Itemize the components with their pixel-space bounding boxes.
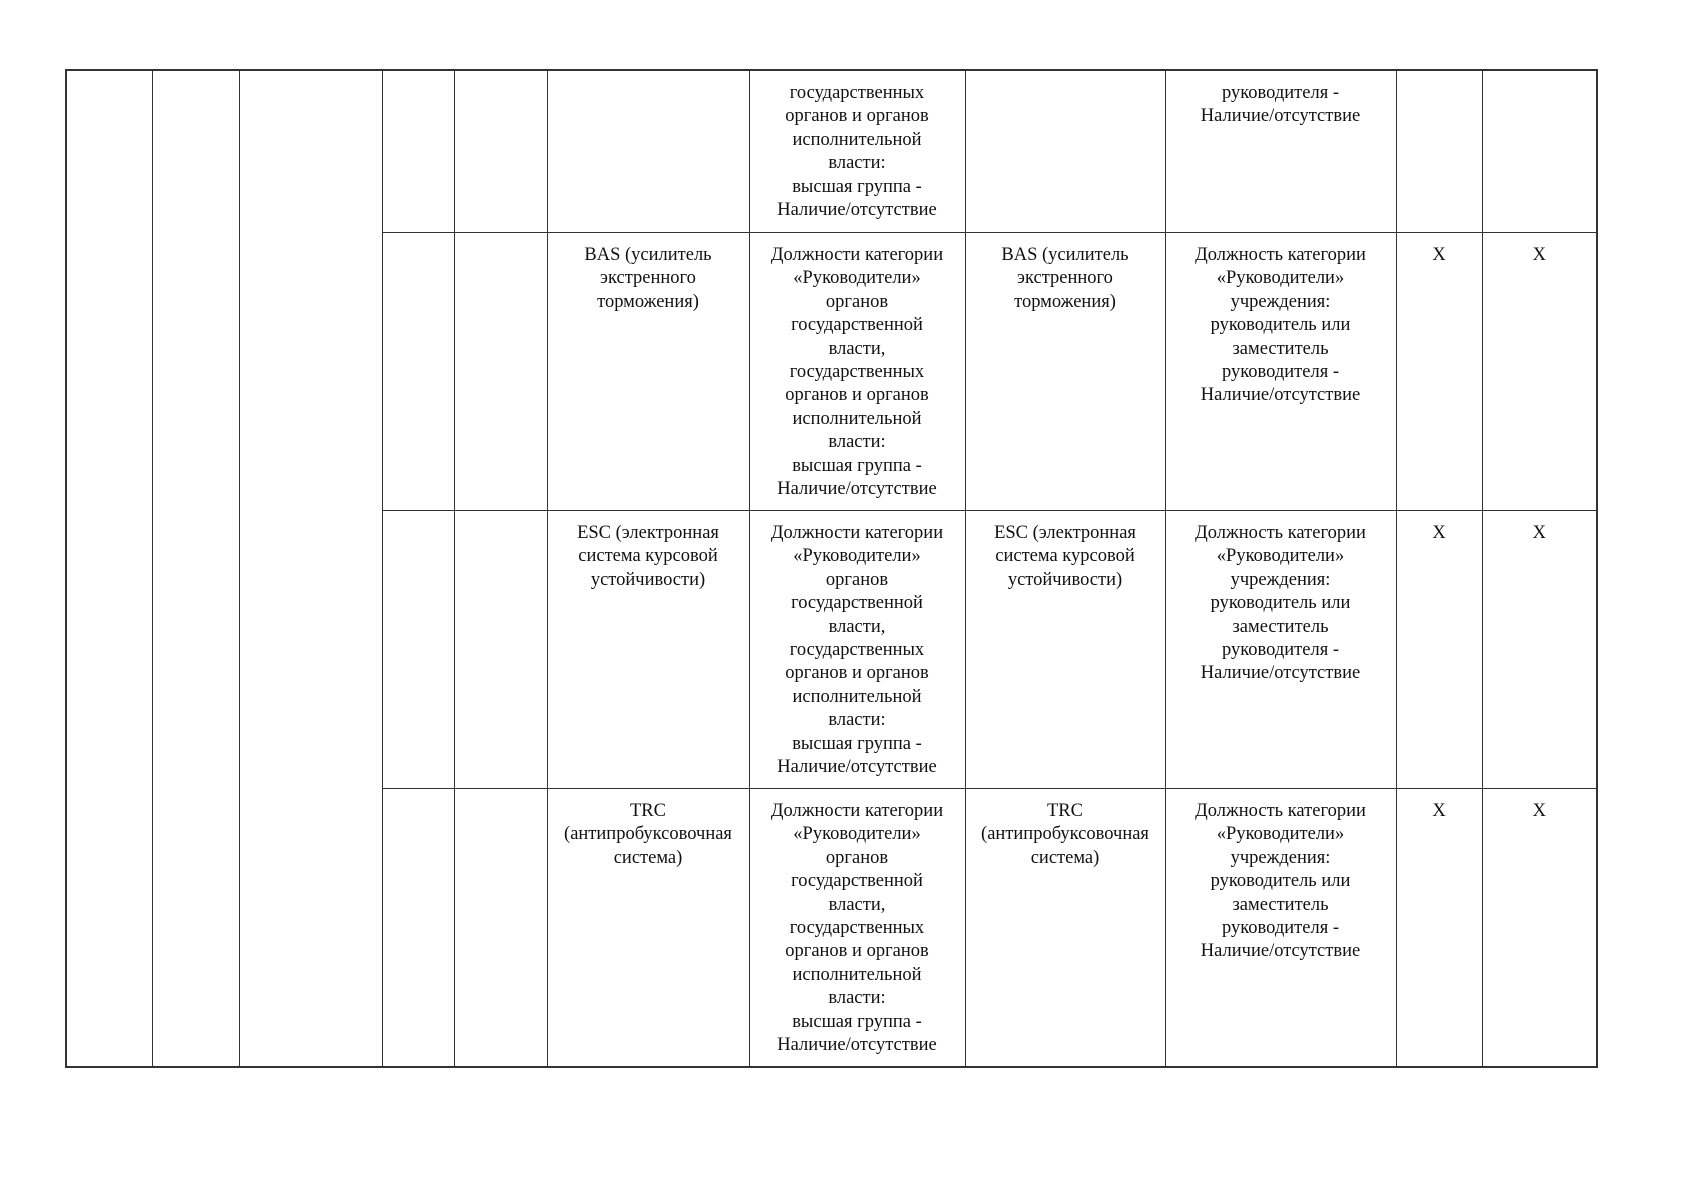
- table-cell-empty: [1482, 70, 1597, 233]
- service-name-cell: ESC (электронная система курсовой устойчивости): [965, 511, 1165, 789]
- institution-position-cell: Должность категории «Руководители» учреждения: руководитель или заместитель руководителя - Наличие/отсутствие: [1165, 511, 1396, 789]
- mark-cell: X: [1396, 511, 1482, 789]
- table-cell-empty: [239, 70, 382, 1067]
- service-name-cell: ESC (электронная система курсовой устойчивости): [547, 511, 749, 789]
- service-name-cell: BAS (усилитель экстренного торможения): [547, 233, 749, 511]
- institution-position-cell: Должность категории «Руководители» учреждения: руководитель или заместитель руководителя - Наличие/отсутствие: [1165, 789, 1396, 1068]
- table-cell-empty: [547, 70, 749, 233]
- institution-position-cell: руководителя - Наличие/отсутствие: [1165, 70, 1396, 233]
- table-cell-empty: [454, 233, 547, 511]
- requirements-table: [65, 69, 1598, 1068]
- mark-cell: X: [1482, 511, 1597, 789]
- table-cell-empty: [454, 789, 547, 1068]
- mark-cell: X: [1396, 789, 1482, 1068]
- table-cell-empty: [152, 70, 239, 1067]
- service-name-cell: TRC (антипробуксовочная система): [547, 789, 749, 1068]
- position-category-cell: Должности категории «Руководители» органов государственной власти, государственных органов и органов исполнительной власти: высшая группа - Наличие/отсутствие: [749, 789, 965, 1068]
- position-category-cell: государственных органов и органов исполнительной власти: высшая группа - Наличие/отсутствие: [749, 70, 965, 233]
- table-cell-empty: [382, 233, 454, 511]
- mark-cell: X: [1396, 233, 1482, 511]
- table-cell-empty: [454, 511, 547, 789]
- mark-cell: X: [1482, 233, 1597, 511]
- institution-position-cell: Должность категории «Руководители» учреждения: руководитель или заместитель руководителя - Наличие/отсутствие: [1165, 233, 1396, 511]
- table-cell-empty: [1396, 70, 1482, 233]
- table-cell-empty: [382, 789, 454, 1068]
- mark-cell: X: [1482, 789, 1597, 1068]
- position-category-cell: Должности категории «Руководители» органов государственной власти, государственных органов и органов исполнительной власти: высшая группа - Наличие/отсутствие: [749, 511, 965, 789]
- service-name-cell: BAS (усилитель экстренного торможения): [965, 233, 1165, 511]
- service-name-cell: TRC (антипробуксовочная система): [965, 789, 1165, 1068]
- position-category-cell: Должности категории «Руководители» органов государственной власти, государственных органов и органов исполнительной власти: высшая группа - Наличие/отсутствие: [749, 233, 965, 511]
- table-cell-empty: [66, 70, 152, 1067]
- table-cell-empty: [965, 70, 1165, 233]
- table-row: [66, 70, 1597, 233]
- table-cell-empty: [454, 70, 547, 233]
- table-cell-empty: [382, 70, 454, 233]
- table-cell-empty: [382, 511, 454, 789]
